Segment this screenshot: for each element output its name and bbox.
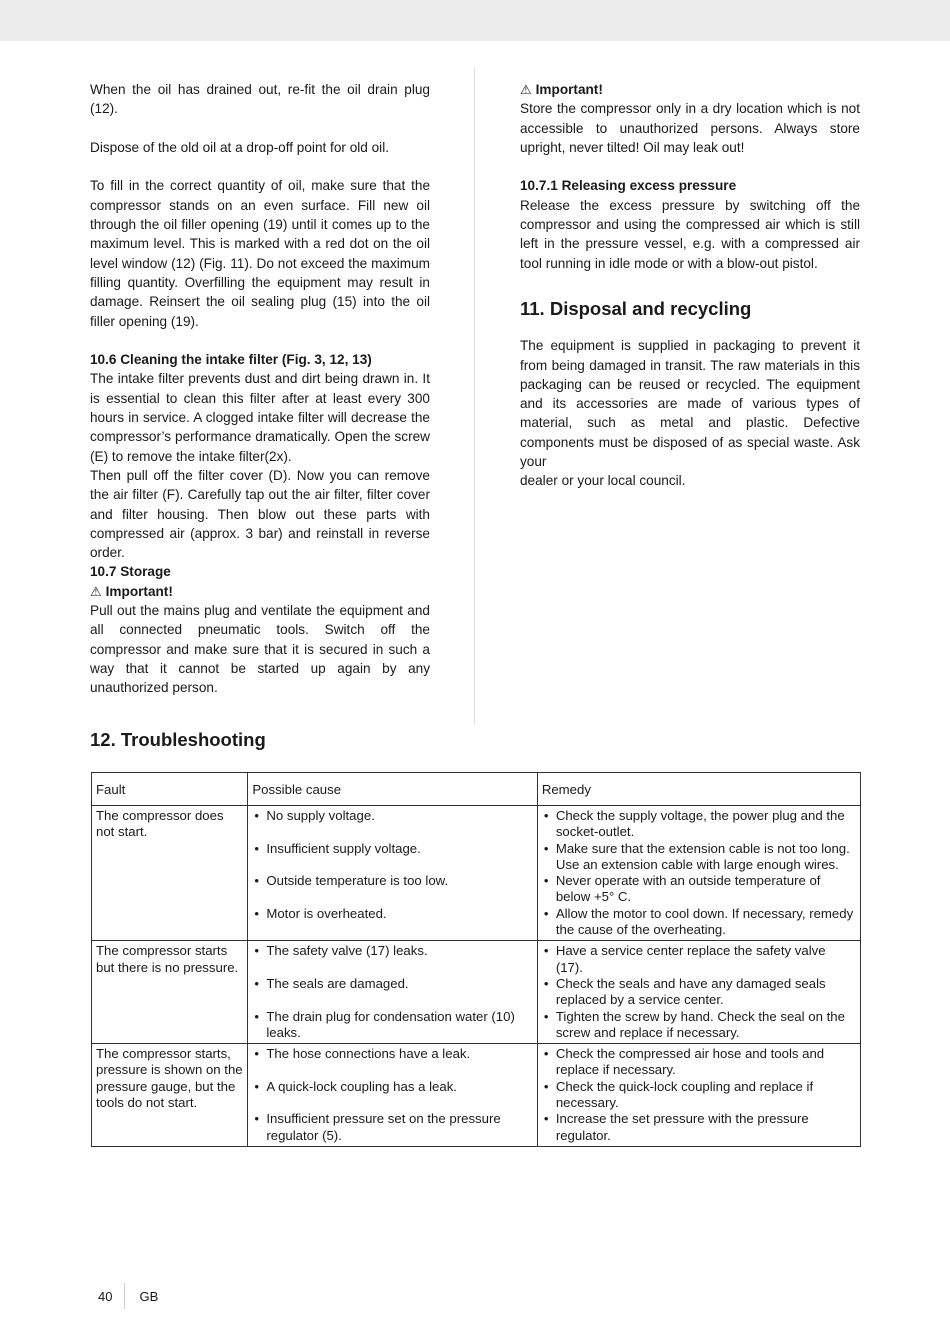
list-item: • Check the supply voltage, the power plug and the socket-outlet.	[542, 808, 856, 841]
list-item: • Insufficient pressure set on the pressure regulator (5).	[252, 1111, 532, 1144]
list-item: • No supply voltage.	[252, 808, 532, 824]
table-row	[92, 1044, 861, 1147]
release-pressure-paragraph: Release the excess pressure by switching off the compressor and using the compressed air which is still left in the pressure vessel, e.g. with a compressed air tool running in idle mode or with a blow-out pistol.	[520, 197, 860, 271]
warning-triangle-icon: ⚠	[90, 583, 102, 599]
page-number: 40	[98, 1288, 113, 1304]
important-label: Important!	[105, 583, 173, 599]
list-item: • Check the quick-lock coupling and replace if necessary.	[542, 1079, 856, 1112]
dispose-oil-paragraph: Dispose of the old oil at a drop-off point for old oil.	[90, 139, 389, 155]
section-10-6-heading: 10.6 Cleaning the intake filter (Fig. 3, 12, 13)	[90, 352, 372, 368]
disposal-paragraph: The equipment is supplied in packaging to prevent it from being damaged in transit. The raw materials in this packaging can be reused or recycled. The equipment and its accessories are made of various types of material, such as metal and plastic. Defective components must be disposed of as special waste. Ask your	[520, 338, 860, 470]
language-code: GB	[139, 1288, 159, 1304]
list-item: • The hose connections have a leak.	[252, 1046, 532, 1062]
list-item: • Increase the set pressure with the pressure regulator.	[542, 1111, 856, 1144]
storage-location-paragraph: Store the compressor only in a dry location which is not accessible to unauthorized persons. Always store upright, never tilted! Oil may leak out!	[520, 101, 860, 155]
filter-cover-paragraph: Then pull off the filter cover (D). Now you can remove the air filter (F). Carefully tap out the air filter, filter cover and filter housing. Then blow out these parts with compressed air (approx. 3 bar) and reinstall in reverse order.	[90, 467, 430, 561]
list-item: • Insufficient supply voltage.	[252, 841, 532, 857]
list-item: • The drain plug for condensation water (10) leaks.	[252, 1009, 532, 1042]
list-item: • Make sure that the extension cable is not too long. Use an extension cable with large enough wires.	[542, 841, 856, 874]
cause-cell	[248, 941, 537, 1044]
section-12-heading: 12. Troubleshooting	[90, 729, 266, 750]
header-remedy: Remedy	[537, 773, 860, 806]
section-11-heading: 11. Disposal and recycling	[520, 297, 752, 319]
section-10-7-heading: 10.7 Storage	[90, 564, 171, 580]
section-10-7-1-heading: 10.7.1 Releasing excess pressure	[520, 178, 737, 194]
list-item: • Check the seals and have any damaged seals replaced by a service center.	[542, 976, 856, 1009]
list-item: • The safety valve (17) leaks.	[252, 943, 532, 959]
storage-paragraph: Pull out the mains plug and ventilate the equipment and all connected pneumatic tools. Switch off the compressor and make sure that it is secured in such a way that it cannot be started up again by any unauthorized person.	[90, 603, 430, 696]
fill-oil-paragraph: To fill in the correct quantity of oil, make sure that the compressor stands on an even surface. Fill new oil through the oil filler opening (19) until it comes up to the maximum level. This is marked with a red dot on the oil level window (12) (Fig. 11). Do not exceed the maximum filling quantity. Overfilling the equipment may result in damage. Reinsert the oil sealing plug (15) into the oil filler opening (19).	[90, 178, 430, 329]
top-band	[0, 0, 950, 41]
list-item: • Never operate with an outside temperature of below +5° C.	[542, 873, 856, 906]
remedy-cell	[537, 806, 860, 941]
list-item: • The seals are damaged.	[252, 976, 532, 992]
cause-cell	[248, 1044, 537, 1147]
list-item: • Check the compressed air hose and tools and replace if necessary.	[542, 1046, 856, 1079]
list-item: • Motor is overheated.	[252, 906, 532, 922]
footer-divider	[124, 1283, 125, 1309]
warning-triangle-icon: ⚠	[520, 82, 532, 97]
table-header-row	[92, 773, 861, 806]
important-label: Important!	[535, 82, 603, 97]
list-item: • Outside temperature is too low.	[252, 873, 532, 889]
fault-cell: The compressor starts, pressure is shown on the pressure gauge, but the tools do not start.	[92, 1044, 248, 1147]
column-divider	[474, 68, 475, 724]
fault-cell: The compressor does not start.	[92, 806, 248, 941]
important-note	[90, 582, 430, 601]
important-note	[520, 80, 860, 99]
table-row	[92, 806, 861, 941]
oil-drain-paragraph: When the oil has drained out, re-fit the oil drain plug (12).	[90, 82, 430, 117]
remedy-cell	[537, 1044, 860, 1147]
list-item: • Allow the motor to cool down. If necessary, remedy the cause of the overheating.	[542, 906, 856, 939]
header-fault: Fault	[92, 773, 248, 806]
fault-cell: The compressor starts but there is no pressure.	[92, 941, 248, 1044]
remedy-cell	[537, 941, 860, 1044]
right-column	[520, 80, 860, 491]
list-item: • Have a service center replace the safety valve (17).	[542, 943, 856, 976]
list-item: • A quick-lock coupling has a leak.	[252, 1079, 532, 1095]
cause-cell	[248, 806, 537, 941]
intake-filter-paragraph: The intake filter prevents dust and dirt being drawn in. It is essential to clean this filter after at least every 300 hours in service. A clogged intake filter will decrease the compressor’s performance dramatically. Open the screw (E) to remove the intake filter(2x).	[90, 371, 430, 464]
table-row	[92, 941, 861, 1044]
list-item: • Tighten the screw by hand. Check the seal on the screw and replace if necessary.	[542, 1009, 856, 1042]
left-column	[90, 80, 430, 698]
page-footer	[98, 1283, 158, 1309]
header-cause: Possible cause	[248, 773, 537, 806]
troubleshooting-table	[91, 772, 861, 1147]
disposal-paragraph-end: dealer or your local council.	[520, 473, 686, 489]
